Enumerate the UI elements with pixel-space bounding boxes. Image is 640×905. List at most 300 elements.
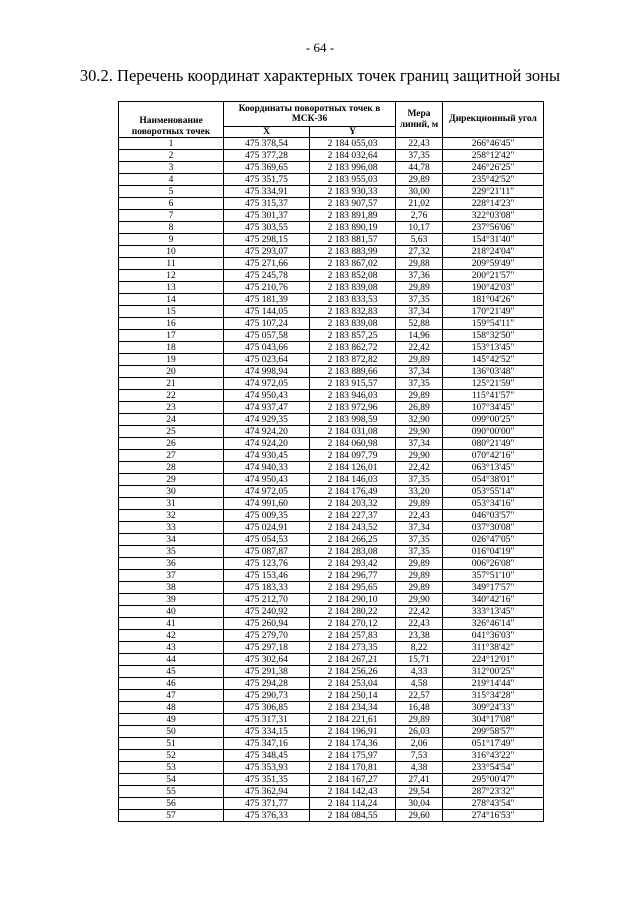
table-row	[119, 774, 544, 786]
y-coordinate: 2 184 146,03	[310, 474, 396, 486]
direction-angle: 170°21'49"	[443, 306, 544, 318]
line-length: 22,43	[396, 510, 443, 522]
table-row	[119, 570, 544, 582]
direction-angle: 125°21'59"	[443, 378, 544, 390]
y-coordinate: 2 183 839,08	[310, 282, 396, 294]
direction-angle: 315°34'28"	[443, 690, 544, 702]
direction-angle: 246°26'25"	[443, 162, 544, 174]
x-coordinate: 475 107,24	[224, 318, 310, 330]
line-length: 22,42	[396, 462, 443, 474]
direction-angle: 080°21'49"	[443, 438, 544, 450]
direction-angle: 274°16'53"	[443, 810, 544, 822]
table-row	[119, 222, 544, 234]
direction-angle: 322°03'08"	[443, 210, 544, 222]
header-coordinates: Координаты поворотных точек в МСК-36	[224, 102, 396, 127]
x-coordinate: 475 123,76	[224, 558, 310, 570]
header-point-name: Наименование поворотных точек	[119, 102, 224, 138]
y-coordinate: 2 184 293,42	[310, 558, 396, 570]
table-row	[119, 606, 544, 618]
table-row	[119, 438, 544, 450]
line-length: 33,20	[396, 486, 443, 498]
y-coordinate: 2 184 114,24	[310, 798, 396, 810]
table-row	[119, 270, 544, 282]
point-number: 11	[119, 258, 224, 270]
y-coordinate: 2 183 839,08	[310, 318, 396, 330]
direction-angle: 229°21'11"	[443, 186, 544, 198]
y-coordinate: 2 183 972,96	[310, 402, 396, 414]
direction-angle: 158°32'50"	[443, 330, 544, 342]
line-length: 29,90	[396, 426, 443, 438]
table-row	[119, 234, 544, 246]
x-coordinate: 475 153,46	[224, 570, 310, 582]
x-coordinate: 475 057,58	[224, 330, 310, 342]
direction-angle: 063°13'45"	[443, 462, 544, 474]
direction-angle: 340°42'16"	[443, 594, 544, 606]
direction-angle: 159°54'11"	[443, 318, 544, 330]
direction-angle: 357°51'10"	[443, 570, 544, 582]
line-length: 29,89	[396, 570, 443, 582]
y-coordinate: 2 184 243,52	[310, 522, 396, 534]
line-length: 22,43	[396, 618, 443, 630]
point-number: 54	[119, 774, 224, 786]
direction-angle: 312°00'25"	[443, 666, 544, 678]
point-number: 19	[119, 354, 224, 366]
y-coordinate: 2 183 881,57	[310, 234, 396, 246]
direction-angle: 090°00'00"	[443, 426, 544, 438]
y-coordinate: 2 184 175,97	[310, 750, 396, 762]
point-number: 39	[119, 594, 224, 606]
point-number: 30	[119, 486, 224, 498]
x-coordinate: 475 301,37	[224, 210, 310, 222]
direction-angle: 316°43'22"	[443, 750, 544, 762]
y-coordinate: 2 184 142,43	[310, 786, 396, 798]
point-number: 55	[119, 786, 224, 798]
x-coordinate: 475 297,18	[224, 642, 310, 654]
point-number: 53	[119, 762, 224, 774]
coordinates-table	[118, 101, 544, 822]
table-row	[119, 378, 544, 390]
direction-angle: 041°36'03"	[443, 630, 544, 642]
point-number: 15	[119, 306, 224, 318]
x-coordinate: 475 306,85	[224, 702, 310, 714]
point-number: 27	[119, 450, 224, 462]
x-coordinate: 474 929,35	[224, 414, 310, 426]
table-row	[119, 174, 544, 186]
y-coordinate: 2 183 996,08	[310, 162, 396, 174]
point-number: 8	[119, 222, 224, 234]
x-coordinate: 475 315,37	[224, 198, 310, 210]
line-length: 27,41	[396, 774, 443, 786]
y-coordinate: 2 184 295,65	[310, 582, 396, 594]
table-row	[119, 366, 544, 378]
x-coordinate: 475 294,28	[224, 678, 310, 690]
direction-angle: 053°55'14"	[443, 486, 544, 498]
point-number: 29	[119, 474, 224, 486]
x-coordinate: 475 317,31	[224, 714, 310, 726]
y-coordinate: 2 183 867,02	[310, 258, 396, 270]
direction-angle: 224°12'01"	[443, 654, 544, 666]
y-coordinate: 2 184 221,61	[310, 714, 396, 726]
y-coordinate: 2 184 273,35	[310, 642, 396, 654]
direction-angle: 107°34'45"	[443, 402, 544, 414]
x-coordinate: 475 054,53	[224, 534, 310, 546]
table-row	[119, 618, 544, 630]
y-coordinate: 2 184 267,21	[310, 654, 396, 666]
table-row	[119, 198, 544, 210]
direction-angle: 299°58'57"	[443, 726, 544, 738]
y-coordinate: 2 184 257,83	[310, 630, 396, 642]
point-number: 23	[119, 402, 224, 414]
line-length: 15,71	[396, 654, 443, 666]
table-row	[119, 546, 544, 558]
point-number: 48	[119, 702, 224, 714]
y-coordinate: 2 184 250,14	[310, 690, 396, 702]
x-coordinate: 475 351,35	[224, 774, 310, 786]
direction-angle: 026°47'05"	[443, 534, 544, 546]
table-row	[119, 474, 544, 486]
direction-angle: 154°31'40"	[443, 234, 544, 246]
y-coordinate: 2 183 930,33	[310, 186, 396, 198]
x-coordinate: 474 972,05	[224, 378, 310, 390]
x-coordinate: 474 924,20	[224, 438, 310, 450]
y-coordinate: 2 184 097,79	[310, 450, 396, 462]
direction-angle: 016°04'19"	[443, 546, 544, 558]
table-row	[119, 558, 544, 570]
y-coordinate: 2 184 227,37	[310, 510, 396, 522]
y-coordinate: 2 184 084,55	[310, 810, 396, 822]
y-coordinate: 2 183 955,03	[310, 174, 396, 186]
point-number: 38	[119, 582, 224, 594]
x-coordinate: 475 351,75	[224, 174, 310, 186]
table-row	[119, 630, 544, 642]
direction-angle: 053°34'16"	[443, 498, 544, 510]
point-number: 56	[119, 798, 224, 810]
table-row	[119, 642, 544, 654]
direction-angle: 136°03'48"	[443, 366, 544, 378]
y-coordinate: 2 183 998,59	[310, 414, 396, 426]
direction-angle: 295°00'47"	[443, 774, 544, 786]
line-length: 30,00	[396, 186, 443, 198]
table-row	[119, 186, 544, 198]
point-number: 57	[119, 810, 224, 822]
table-row	[119, 330, 544, 342]
point-number: 4	[119, 174, 224, 186]
direction-angle: 287°23'32"	[443, 786, 544, 798]
point-number: 43	[119, 642, 224, 654]
table-row	[119, 306, 544, 318]
x-coordinate: 474 991,60	[224, 498, 310, 510]
line-length: 26,03	[396, 726, 443, 738]
x-coordinate: 475 302,64	[224, 654, 310, 666]
point-number: 35	[119, 546, 224, 558]
table-row	[119, 450, 544, 462]
y-coordinate: 2 184 170,81	[310, 762, 396, 774]
table-row	[119, 594, 544, 606]
x-coordinate: 474 972,05	[224, 486, 310, 498]
point-number: 18	[119, 342, 224, 354]
line-length: 37,36	[396, 270, 443, 282]
table-row	[119, 522, 544, 534]
line-length: 10,17	[396, 222, 443, 234]
line-length: 29,89	[396, 282, 443, 294]
direction-angle: 153°13'45"	[443, 342, 544, 354]
point-number: 32	[119, 510, 224, 522]
y-coordinate: 2 183 907,57	[310, 198, 396, 210]
table-row	[119, 162, 544, 174]
point-number: 21	[119, 378, 224, 390]
direction-angle: 046°03'57"	[443, 510, 544, 522]
point-number: 37	[119, 570, 224, 582]
x-coordinate: 474 950,43	[224, 474, 310, 486]
point-number: 36	[119, 558, 224, 570]
y-coordinate: 2 184 126,01	[310, 462, 396, 474]
direction-angle: 349°17'57"	[443, 582, 544, 594]
line-length: 2,06	[396, 738, 443, 750]
line-length: 37,35	[396, 534, 443, 546]
direction-angle: 054°38'01"	[443, 474, 544, 486]
table-row	[119, 150, 544, 162]
y-coordinate: 2 184 167,27	[310, 774, 396, 786]
line-length: 22,42	[396, 342, 443, 354]
line-length: 37,35	[396, 150, 443, 162]
y-coordinate: 2 183 915,57	[310, 378, 396, 390]
table-row	[119, 486, 544, 498]
line-length: 37,35	[396, 294, 443, 306]
line-length: 37,34	[396, 306, 443, 318]
y-coordinate: 2 184 283,08	[310, 546, 396, 558]
direction-angle: 145°42'52"	[443, 354, 544, 366]
y-coordinate: 2 184 196,91	[310, 726, 396, 738]
x-coordinate: 475 347,16	[224, 738, 310, 750]
direction-angle: 233°54'54"	[443, 762, 544, 774]
line-length: 22,42	[396, 606, 443, 618]
x-coordinate: 475 353,93	[224, 762, 310, 774]
direction-angle: 115°41'57"	[443, 390, 544, 402]
point-number: 14	[119, 294, 224, 306]
x-coordinate: 475 260,94	[224, 618, 310, 630]
direction-angle: 099°00'25"	[443, 414, 544, 426]
line-length: 2,76	[396, 210, 443, 222]
line-length: 32,90	[396, 414, 443, 426]
x-coordinate: 475 043,66	[224, 342, 310, 354]
line-length: 29,89	[396, 498, 443, 510]
line-length: 29,54	[396, 786, 443, 798]
line-length: 22,43	[396, 138, 443, 150]
x-coordinate: 474 998,94	[224, 366, 310, 378]
table-row	[119, 534, 544, 546]
y-coordinate: 2 183 833,53	[310, 294, 396, 306]
x-coordinate: 475 362,94	[224, 786, 310, 798]
direction-angle: 200°21'57"	[443, 270, 544, 282]
point-number: 16	[119, 318, 224, 330]
line-length: 30,04	[396, 798, 443, 810]
x-coordinate: 475 271,66	[224, 258, 310, 270]
table-row	[119, 714, 544, 726]
table-row	[119, 678, 544, 690]
line-length: 8,22	[396, 642, 443, 654]
table-row	[119, 702, 544, 714]
x-coordinate: 475 144,05	[224, 306, 310, 318]
direction-angle: 309°24'33"	[443, 702, 544, 714]
x-coordinate: 475 377,28	[224, 150, 310, 162]
table-row	[119, 666, 544, 678]
point-number: 42	[119, 630, 224, 642]
line-length: 26,89	[396, 402, 443, 414]
line-length: 37,35	[396, 474, 443, 486]
y-coordinate: 2 184 296,77	[310, 570, 396, 582]
line-length: 16,48	[396, 702, 443, 714]
table-row	[119, 210, 544, 222]
y-coordinate: 2 184 280,22	[310, 606, 396, 618]
table-row	[119, 294, 544, 306]
y-coordinate: 2 183 852,08	[310, 270, 396, 282]
line-length: 52,88	[396, 318, 443, 330]
direction-angle: 333°13'45"	[443, 606, 544, 618]
table-row	[119, 498, 544, 510]
point-number: 10	[119, 246, 224, 258]
point-number: 40	[119, 606, 224, 618]
direction-angle: 237°56'06"	[443, 222, 544, 234]
y-coordinate: 2 184 234,34	[310, 702, 396, 714]
line-length: 29,90	[396, 450, 443, 462]
x-coordinate: 475 371,77	[224, 798, 310, 810]
point-number: 5	[119, 186, 224, 198]
point-number: 28	[119, 462, 224, 474]
x-coordinate: 475 303,55	[224, 222, 310, 234]
x-coordinate: 475 369,65	[224, 162, 310, 174]
direction-angle: 326°46'14"	[443, 618, 544, 630]
direction-angle: 266°46'45"	[443, 138, 544, 150]
direction-angle: 258°12'42"	[443, 150, 544, 162]
y-coordinate: 2 183 872,82	[310, 354, 396, 366]
table-row	[119, 798, 544, 810]
x-coordinate: 475 181,39	[224, 294, 310, 306]
x-coordinate: 474 940,33	[224, 462, 310, 474]
y-coordinate: 2 183 889,66	[310, 366, 396, 378]
point-number: 52	[119, 750, 224, 762]
x-coordinate: 475 087,87	[224, 546, 310, 558]
page-number: - 64 -	[305, 40, 335, 55]
x-coordinate: 475 212,70	[224, 594, 310, 606]
direction-angle: 311°38'42"	[443, 642, 544, 654]
y-coordinate: 2 183 832,83	[310, 306, 396, 318]
direction-angle: 219°14'44"	[443, 678, 544, 690]
y-coordinate: 2 183 857,25	[310, 330, 396, 342]
x-coordinate: 475 290,73	[224, 690, 310, 702]
line-length: 4,33	[396, 666, 443, 678]
point-number: 22	[119, 390, 224, 402]
table-row	[119, 390, 544, 402]
table-row	[119, 414, 544, 426]
y-coordinate: 2 184 031,08	[310, 426, 396, 438]
y-coordinate: 2 184 253,04	[310, 678, 396, 690]
line-length: 29,89	[396, 582, 443, 594]
x-coordinate: 475 024,91	[224, 522, 310, 534]
line-length: 29,89	[396, 174, 443, 186]
direction-angle: 278°43'54"	[443, 798, 544, 810]
x-coordinate: 475 210,76	[224, 282, 310, 294]
table-row	[119, 738, 544, 750]
table-row	[119, 138, 544, 150]
table-row	[119, 462, 544, 474]
line-length: 29,60	[396, 810, 443, 822]
point-number: 47	[119, 690, 224, 702]
line-length: 27,32	[396, 246, 443, 258]
y-coordinate: 2 184 055,03	[310, 138, 396, 150]
direction-angle: 209°59'49"	[443, 258, 544, 270]
x-coordinate: 475 240,92	[224, 606, 310, 618]
point-number: 26	[119, 438, 224, 450]
point-number: 12	[119, 270, 224, 282]
point-number: 50	[119, 726, 224, 738]
y-coordinate: 2 184 270,12	[310, 618, 396, 630]
point-number: 2	[119, 150, 224, 162]
table-row	[119, 786, 544, 798]
direction-angle: 006°26'08"	[443, 558, 544, 570]
direction-angle: 304°17'08"	[443, 714, 544, 726]
table-row	[119, 510, 544, 522]
x-coordinate: 475 279,70	[224, 630, 310, 642]
line-length: 37,35	[396, 378, 443, 390]
line-length: 29,89	[396, 714, 443, 726]
x-coordinate: 475 183,33	[224, 582, 310, 594]
y-coordinate: 2 184 176,49	[310, 486, 396, 498]
x-coordinate: 474 924,20	[224, 426, 310, 438]
line-length: 37,34	[396, 438, 443, 450]
table-row	[119, 246, 544, 258]
x-coordinate: 475 348,45	[224, 750, 310, 762]
x-coordinate: 475 023,64	[224, 354, 310, 366]
table-row	[119, 810, 544, 822]
point-number: 46	[119, 678, 224, 690]
direction-angle: 037°30'08"	[443, 522, 544, 534]
line-length: 37,34	[396, 522, 443, 534]
point-number: 51	[119, 738, 224, 750]
x-coordinate: 475 378,54	[224, 138, 310, 150]
point-number: 31	[119, 498, 224, 510]
point-number: 41	[119, 618, 224, 630]
point-number: 25	[119, 426, 224, 438]
line-length: 29,89	[396, 558, 443, 570]
point-number: 34	[119, 534, 224, 546]
y-coordinate: 2 183 891,89	[310, 210, 396, 222]
line-length: 21,02	[396, 198, 443, 210]
y-coordinate: 2 183 883,99	[310, 246, 396, 258]
point-number: 1	[119, 138, 224, 150]
header-y: Y	[310, 127, 396, 138]
point-number: 7	[119, 210, 224, 222]
x-coordinate: 475 291,38	[224, 666, 310, 678]
direction-angle: 228°14'23"	[443, 198, 544, 210]
x-coordinate: 475 334,91	[224, 186, 310, 198]
x-coordinate: 474 930,45	[224, 450, 310, 462]
y-coordinate: 2 184 290,10	[310, 594, 396, 606]
table-row	[119, 750, 544, 762]
y-coordinate: 2 184 256,26	[310, 666, 396, 678]
point-number: 20	[119, 366, 224, 378]
table-row	[119, 762, 544, 774]
table-row	[119, 654, 544, 666]
table-row	[119, 318, 544, 330]
line-length: 23,38	[396, 630, 443, 642]
table-body	[119, 138, 544, 822]
point-number: 6	[119, 198, 224, 210]
point-number: 3	[119, 162, 224, 174]
x-coordinate: 475 334,15	[224, 726, 310, 738]
table-row	[119, 426, 544, 438]
point-number: 45	[119, 666, 224, 678]
direction-angle: 235°42'52"	[443, 174, 544, 186]
